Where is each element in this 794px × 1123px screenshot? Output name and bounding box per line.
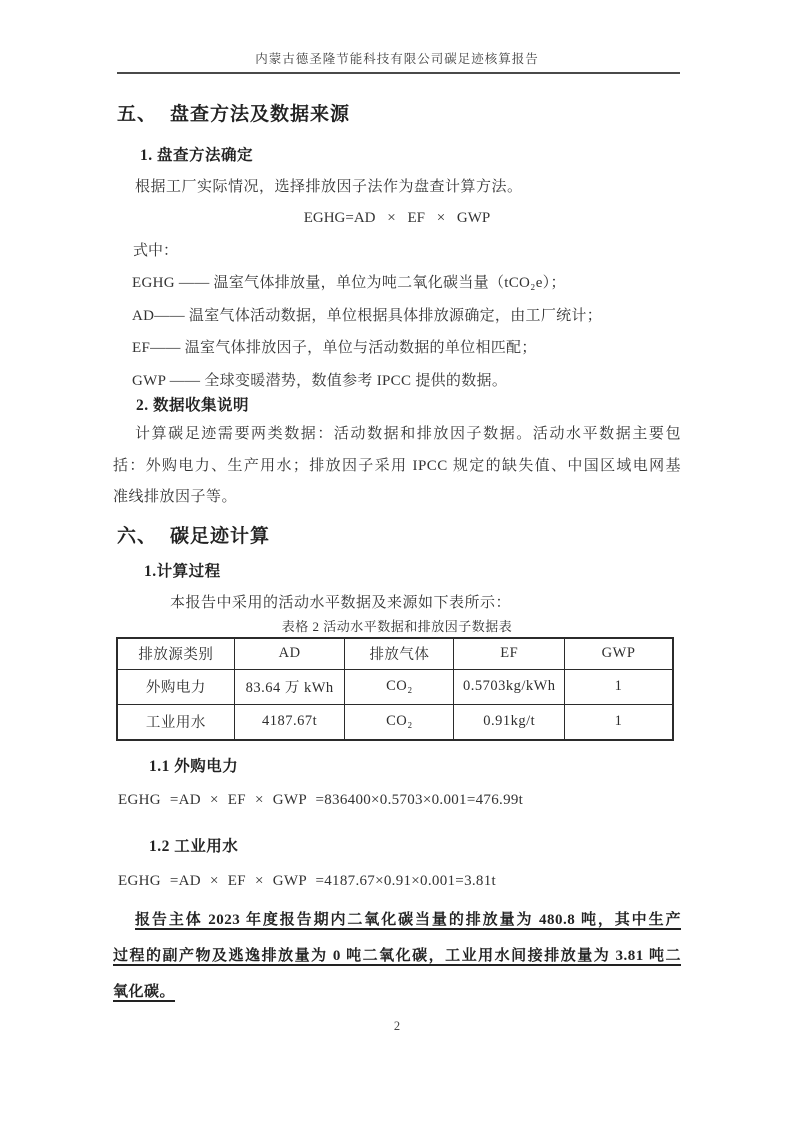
table-header-cell: GWP <box>565 638 673 670</box>
definition-item-eghg: EGHG —— 温室气体排放量，单位为吨二氧化碳当量（tCO₂e）； <box>132 275 566 291</box>
table-header-cell: 排放气体 <box>345 638 454 670</box>
table-cell: 1 <box>565 669 673 704</box>
conclusion-line <box>113 974 681 1010</box>
conclusion-line <box>113 938 681 974</box>
table-cell: 外购电力 <box>117 669 234 704</box>
section-number: 六、 <box>117 525 158 547</box>
activity-data-table <box>116 637 674 741</box>
table-header-row <box>117 638 673 670</box>
formula-electricity: EGHG =AD × EF × GWP =836400×0.5703×0.001=476.99t <box>118 791 524 808</box>
table-row <box>117 704 673 740</box>
section-heading-calculation <box>117 524 681 549</box>
subsection-heading-data-collection: 2. 数据收集说明 <box>136 397 250 414</box>
table-header-cell: 排放源类别 <box>117 638 234 670</box>
definition-item-ad: AD—— 温室气体活动数据，单位根据具体排放源确定，由工厂统计； <box>132 307 603 324</box>
section-title: 盘查方法及数据来源 <box>170 104 351 125</box>
table-cell: CO₂ <box>345 704 454 740</box>
definition-list <box>132 267 681 397</box>
section-title: 碳足迹计算 <box>170 525 271 547</box>
formula-eghg: EGHG=AD × EF × GWP <box>303 210 491 226</box>
table-header-cell: EF <box>454 638 565 670</box>
table-cell: 4187.67t <box>234 704 345 740</box>
table-caption: 表格 2 活动水平数据和排放因子数据表 <box>281 618 513 634</box>
formula-lead: 式中： <box>133 243 179 259</box>
conclusion-line-text: 氧化碳。 <box>113 983 176 1000</box>
table-cell: 83.64 万 kWh <box>234 669 345 704</box>
header-rule <box>117 72 680 74</box>
table-row <box>117 669 673 704</box>
page-number: 2 <box>393 1018 401 1033</box>
definition-item-gwp: GWP —— 全球变暖潜势，数值参考 IPCC 提供的数据。 <box>132 372 508 389</box>
subsection-heading-method-determination: 1. 盘查方法确定 <box>140 147 254 164</box>
paragraph-table-intro: 本报告中采用的活动水平数据及来源如下表所示： <box>170 594 512 611</box>
conclusion-line-text: 过程的副产物及逃逸排放量为 0 吨二氧化碳，工业用水间接排放量为 3.81 吨二 <box>113 947 681 964</box>
paragraph-line: 计算碳足迹需要两类数据：活动数据和排放因子数据。活动水平数据主要包 <box>135 426 681 442</box>
subsection-heading-purchased-electricity: 1.1 外购电力 <box>149 757 239 775</box>
conclusion-line <box>113 902 681 938</box>
paragraph-line: 括：外购电力、生产用水；排放因子采用 IPCC 规定的缺失值、中国区域电网基 <box>113 457 681 474</box>
table-cell: 0.91kg/t <box>454 704 565 740</box>
header-title: 内蒙古德圣隆节能科技有限公司碳足迹核算报告 <box>255 52 539 66</box>
subsection-heading-industrial-water: 1.2 工业用水 <box>149 837 239 855</box>
table-header-cell: AD <box>234 638 345 670</box>
definition-item-ef: EF—— 温室气体排放因子，单位与活动数据的单位相匹配； <box>132 340 537 356</box>
section-heading-methods <box>117 102 681 127</box>
page-header <box>113 0 681 74</box>
formula-water: EGHG =AD × EF × GWP =4187.67×0.91×0.001=3.81t <box>118 872 496 889</box>
paragraph-data-collection <box>113 419 681 514</box>
subsection-heading-calc-process: 1.计算过程 <box>144 562 221 580</box>
table-cell: 1 <box>565 704 673 740</box>
paragraph-line: 准线排放因子等。 <box>113 489 238 505</box>
conclusion-line-text: 报告主体 2023 年度报告期内二氧化碳当量的排放量为 480.8 吨，其中生产 <box>135 911 681 928</box>
conclusion-paragraph <box>113 902 681 1010</box>
table-cell: 工业用水 <box>117 704 234 740</box>
paragraph-method-selection: 根据工厂实际情况，选择排放因子法作为盘查计算方法。 <box>135 179 523 195</box>
table-cell: 0.5703kg/kWh <box>454 669 565 704</box>
section-number: 五、 <box>117 104 158 125</box>
table-cell: CO₂ <box>345 669 454 704</box>
